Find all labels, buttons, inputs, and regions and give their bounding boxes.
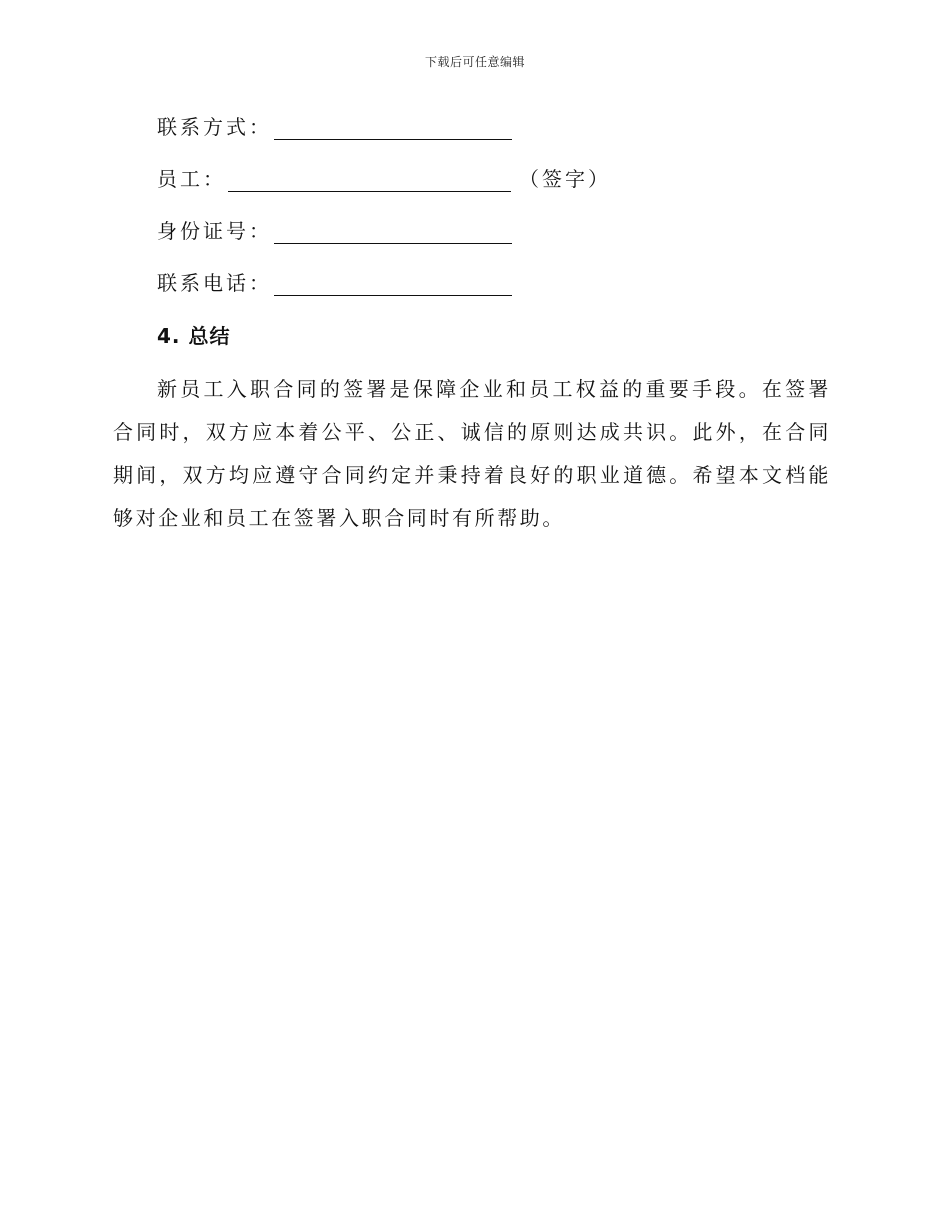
id-number-blank-line[interactable] [274,221,512,244]
page-header: 下载后可任意编辑 [424,55,525,69]
section-heading: 4. 总结 [157,324,231,348]
phone-field [157,266,512,296]
contact-method-field [157,110,512,140]
contact-method-blank-line[interactable] [274,117,512,140]
id-number-label: 身份证号： [157,219,272,243]
summary-paragraph: 新员工入职合同的签署是保障企业和员工权益的重要手段。在签署合同时，双方应本着公平、公正、诚信的原则达成共识。此外，在合同期间，双方均应遵守合同约定并秉持着良好的职业道德。希望本文档能够对企业和员工在签署入职合同时有所帮助。 [113,377,831,530]
employee-signature-blank-line[interactable] [228,169,511,192]
phone-label: 联系电话： [157,271,272,295]
signature-note: （签字） [519,167,611,191]
employee-label: 员工： [157,167,226,191]
contact-method-label: 联系方式： [157,115,272,139]
phone-blank-line[interactable] [274,273,512,296]
id-number-field [157,214,512,244]
employee-signature-field [157,162,611,192]
